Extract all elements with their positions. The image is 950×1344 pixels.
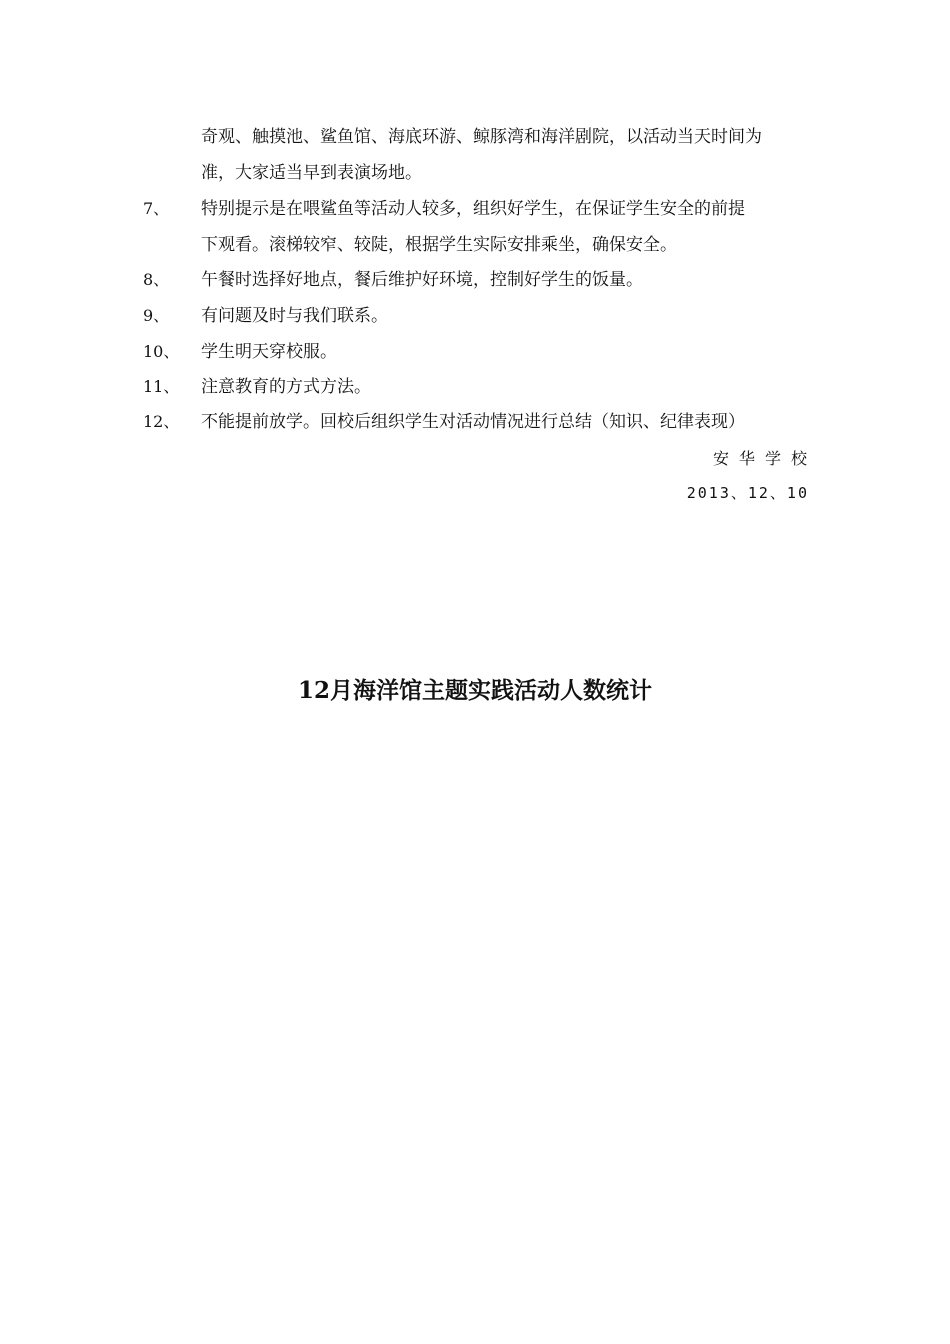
list-item-text: 午餐时选择好地点，餐后维护好环境，控制好学生的饭量。 xyxy=(201,270,643,290)
section-title: 12月海洋馆主题实践活动人数统计 xyxy=(297,677,652,704)
list-item-text: 不能提前放学。回校后组织学生对活动情况进行总结（知识、纪律表现） xyxy=(201,412,745,432)
signature-school: 安华学校 xyxy=(712,449,817,468)
list-item-number: 8、 xyxy=(143,270,170,289)
list-item-continuation-line: 准，大家适当早到表演场地。 xyxy=(201,163,422,183)
list-item-number: 7、 xyxy=(143,199,170,218)
list-item-number: 10、 xyxy=(143,342,180,361)
list-item-text: 下观看。滚梯较窄、较陡，根据学生实际安排乘坐，确保安全。 xyxy=(201,235,677,255)
list-item-text: 注意教育的方式方法。 xyxy=(201,377,371,397)
signature-block xyxy=(712,448,817,470)
list-item-text: 特别提示是在喂鲨鱼等活动人较多，组织好学生，在保证学生安全的前提 xyxy=(201,199,745,219)
list-item-number: 11、 xyxy=(143,377,180,396)
list-item-text: 有问题及时与我们联系。 xyxy=(201,306,388,326)
list-item-text: 学生明天穿校服。 xyxy=(201,342,337,362)
list-item-number: 9、 xyxy=(143,306,170,325)
list-item-continuation-line: 奇观、触摸池、鲨鱼馆、海底环游、鲸豚湾和海洋剧院，以活动当天时间为 xyxy=(201,127,762,147)
list-item-number: 12、 xyxy=(143,412,180,431)
signature-date: 2013、12、10 xyxy=(686,484,809,502)
signature-date-block xyxy=(687,482,807,504)
